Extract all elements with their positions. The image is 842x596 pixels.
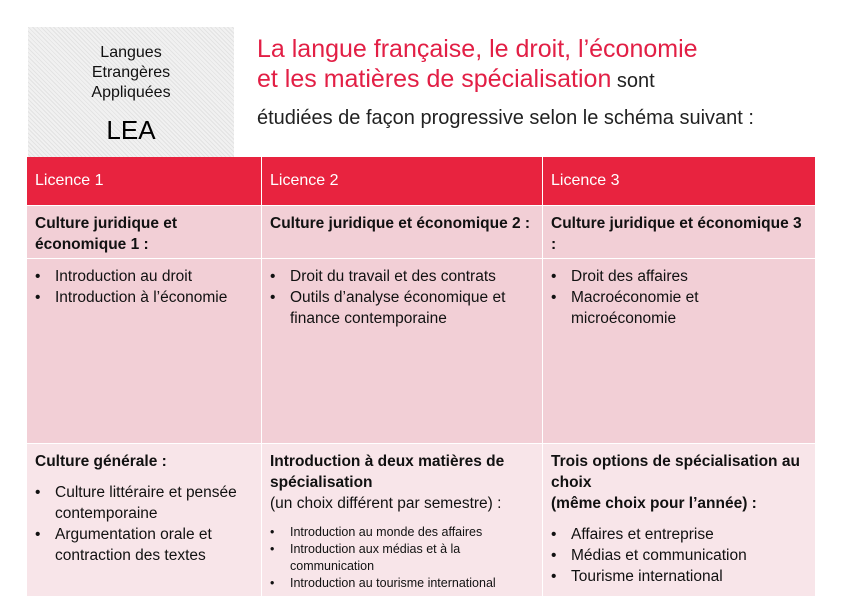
list-l2-culture-juridique: [270, 266, 534, 329]
list-item: • Droit du travail et des contrats: [290, 266, 534, 287]
cell-l2-specialisation: [262, 444, 542, 596]
list-l3-culture-juridique: [551, 266, 807, 329]
cell-l1-culture-juridique-items: [27, 259, 261, 443]
list-item: • Argumentation orale et contraction des textes: [55, 524, 253, 566]
logo-line-1: Langues: [100, 44, 162, 61]
list-item: • Introduction au droit: [55, 266, 253, 287]
cell-l2-culture-juridique-items: [262, 259, 542, 443]
logo-line-3: Appliquées: [91, 84, 171, 101]
intro-title-line-1: La langue française, le droit, l’économie: [257, 35, 698, 63]
cell-l3-specialisation-title: Trois options de spécialisation au choix: [551, 453, 800, 491]
cell-l1-culture-juridique-title: Culture juridique et économique 1 :: [27, 206, 261, 258]
intro-rest: étudiées de façon progressive selon le schéma suivant :: [257, 107, 754, 129]
list-item: • Introduction au monde des affaires: [290, 524, 534, 541]
header-licence-3: Licence 3: [543, 157, 815, 205]
list-l2-specialisation: [270, 524, 534, 592]
curriculum-table: [27, 157, 815, 590]
intro-title-tail: sont: [611, 70, 655, 92]
logo-line-2: Etrangères: [91, 64, 171, 81]
list-item: • Macroéconomie et microéconomie: [571, 287, 807, 329]
header-licence-1: Licence 1: [27, 157, 261, 205]
lea-logo: [28, 27, 234, 159]
cell-l1-culture-generale: [27, 444, 261, 596]
list-item: • Outils d’analyse économique et finance contemporaine: [290, 287, 534, 329]
cell-l2-culture-juridique-title: Culture juridique et économique 2 :: [262, 206, 542, 258]
list-item: • Introduction aux médias et à la communication: [290, 541, 534, 575]
list-item: • Tourisme international: [571, 566, 807, 587]
list-l3-specialisation: [551, 524, 807, 587]
cell-l3-culture-juridique-items: [543, 259, 815, 443]
cell-l1-culture-generale-title: Culture générale :: [35, 453, 167, 470]
list-item: • Droit des affaires: [571, 266, 807, 287]
cell-l3-specialisation-subtitle: (même choix pour l’année) :: [551, 495, 757, 512]
list-item: • Affaires et entreprise: [571, 524, 807, 545]
list-item: • Médias et communication: [571, 545, 807, 566]
list-item: • Introduction à l’économie: [55, 287, 253, 308]
logo-abbreviation: LEA: [106, 115, 156, 145]
list-item: • Introduction au tourisme international: [290, 575, 534, 592]
cell-l3-specialisation: [543, 444, 815, 596]
list-l1-culture-juridique: [35, 266, 253, 308]
header-licence-2: Licence 2: [262, 157, 542, 205]
intro-title-line-2: et les matières de spécialisation: [257, 65, 612, 93]
logo-subtitle: [28, 43, 234, 103]
list-l1-culture-generale: [35, 482, 253, 566]
intro-text: [257, 34, 827, 132]
list-item: • Culture littéraire et pensée contemporaine: [55, 482, 253, 524]
cell-l2-specialisation-title: Introduction à deux matières de spécialisation: [270, 453, 505, 491]
cell-l3-culture-juridique-title: Culture juridique et économique 3 :: [543, 206, 815, 258]
cell-l2-specialisation-subtitle: (un choix différent par semestre) :: [270, 495, 502, 512]
